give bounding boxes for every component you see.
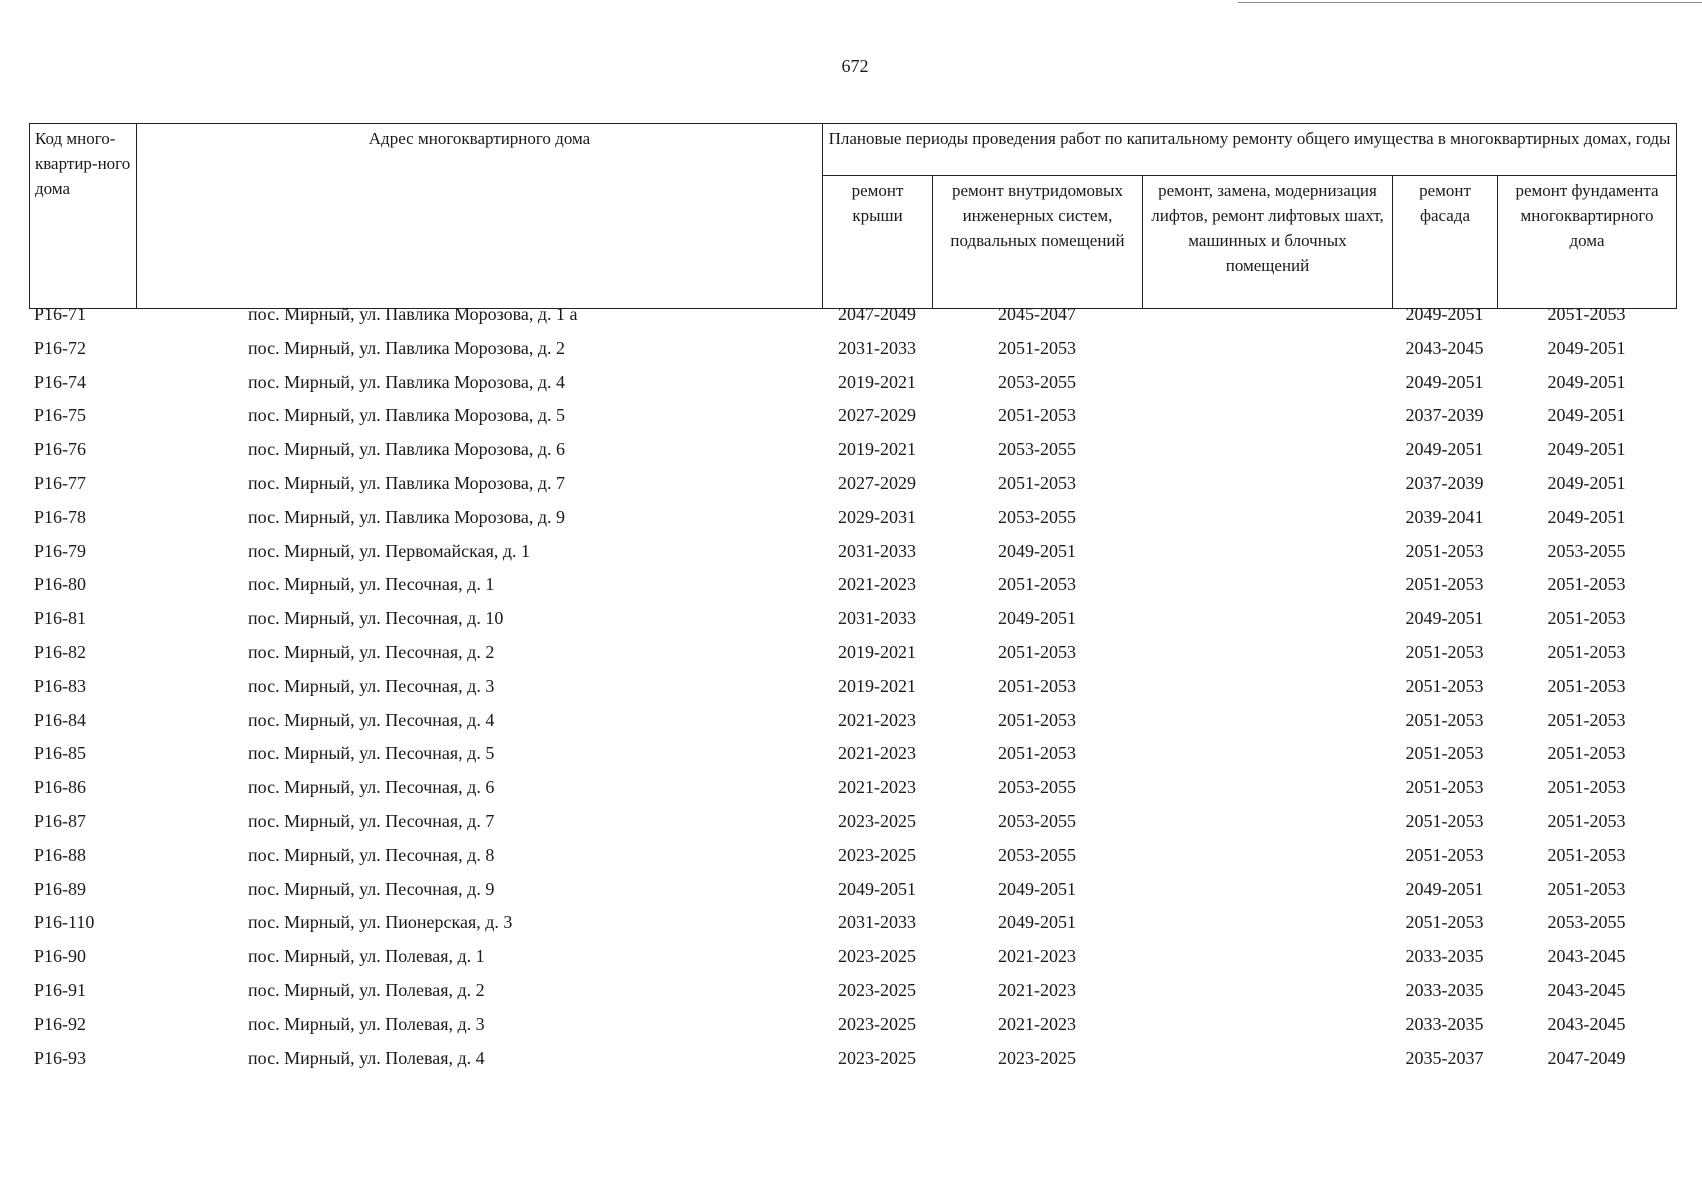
cell-engineering: 2051-2053 [998,709,1076,730]
cell-facade: 2051-2053 [1405,912,1484,933]
cell-roof: 2023-2025 [838,1047,916,1068]
cell-facade: 2033-2035 [1405,1013,1484,1034]
table-row [29,676,1676,710]
table-row [29,608,1676,642]
cell-roof: 2029-2031 [838,506,916,527]
cell-facade: 2051-2053 [1405,810,1484,831]
table-row [29,710,1676,744]
cell-address: пос. Мирный, ул. Полевая, д. 3 [248,1013,485,1034]
cell-engineering: 2053-2055 [998,371,1076,392]
cell-lifts [1142,1014,1392,1048]
cell-code: Р16-80 [34,574,87,595]
cell-roof: 2019-2021 [838,439,916,460]
cell-address: пос. Мирный, ул. Песочная, д. 4 [248,709,495,730]
table-row [29,439,1676,473]
cell-roof: 2031-2033 [838,337,916,358]
cell-lifts [1142,1048,1392,1082]
cell-engineering: 2049-2051 [998,608,1076,629]
cell-lifts [1142,405,1392,439]
cell-engineering: 2051-2053 [998,743,1076,764]
cell-lifts [1142,879,1392,913]
cell-engineering: 2051-2053 [998,337,1076,358]
cell-address: пос. Мирный, ул. Песочная, д. 3 [248,675,495,696]
cell-facade: 2051-2053 [1405,709,1484,730]
cell-lifts [1142,372,1392,406]
cell-facade: 2039-2041 [1405,506,1484,527]
cell-foundation: 2047-2049 [1547,1047,1626,1068]
cell-foundation: 2053-2055 [1547,912,1626,933]
cell-roof: 2027-2029 [838,472,916,493]
cell-code: Р16-89 [34,878,87,899]
cell-address: пос. Мирный, ул. Песочная, д. 9 [248,878,495,899]
cell-code: Р16-79 [34,540,87,561]
cell-facade: 2051-2053 [1405,675,1484,696]
cell-foundation: 2051-2053 [1547,743,1626,764]
cell-roof: 2019-2021 [838,675,916,696]
cell-lifts [1142,743,1392,777]
cell-foundation: 2043-2045 [1547,946,1626,967]
cell-code: Р16-78 [34,506,87,527]
table-header [29,123,1677,309]
cell-address: пос. Мирный, ул. Павлика Морозова, д. 2 [248,337,566,358]
cell-foundation: 2049-2051 [1547,337,1626,358]
cell-code: Р16-71 [34,304,87,324]
cell-address: пос. Мирный, ул. Песочная, д. 1 [248,574,495,595]
cell-engineering: 2021-2023 [998,946,1076,967]
cell-code: Р16-90 [34,946,87,967]
cell-foundation: 2051-2053 [1547,810,1626,831]
table-row [29,541,1676,575]
cell-roof: 2023-2025 [838,1013,916,1034]
cell-engineering: 2021-2023 [998,1013,1076,1034]
cell-roof: 2031-2033 [838,540,916,561]
table-row [29,574,1676,608]
cell-foundation: 2051-2053 [1547,641,1626,662]
cell-roof: 2019-2021 [838,641,916,662]
table-row [29,1014,1676,1048]
table-body [29,304,1676,1081]
cell-engineering: 2051-2053 [998,641,1076,662]
cell-facade: 2051-2053 [1405,641,1484,662]
cell-facade: 2049-2051 [1405,371,1484,392]
page-number: 672 [841,56,869,76]
cell-facade: 2049-2051 [1405,878,1484,899]
cell-facade: 2049-2051 [1405,439,1484,460]
cell-roof: 2031-2033 [838,608,916,629]
cell-code: Р16-77 [34,472,87,493]
cell-code: Р16-110 [34,912,95,933]
cell-lifts [1142,507,1392,541]
cell-engineering: 2051-2053 [998,675,1076,696]
cell-address: пос. Мирный, ул. Полевая, д. 4 [248,1047,485,1068]
cell-code: Р16-82 [34,641,87,662]
table-row [29,507,1676,541]
cell-facade: 2037-2039 [1405,405,1484,426]
cell-roof: 2031-2033 [838,912,916,933]
cell-roof: 2023-2025 [838,979,916,1000]
cell-roof: 2027-2029 [838,405,916,426]
cell-lifts [1142,777,1392,811]
cell-foundation: 2049-2051 [1547,472,1626,493]
cell-lifts [1142,946,1392,980]
cell-code: Р16-86 [34,777,87,798]
scan-edge-line [1238,2,1702,3]
table-row [29,1048,1676,1082]
cell-lifts [1142,845,1392,879]
cell-engineering: 2053-2055 [998,777,1076,798]
cell-foundation: 2053-2055 [1547,540,1626,561]
cell-code: Р16-93 [34,1047,87,1068]
cell-foundation: 2051-2053 [1547,304,1626,324]
cell-code: Р16-88 [34,844,87,865]
cell-engineering: 2053-2055 [998,439,1076,460]
cell-roof: 2021-2023 [838,709,916,730]
header-engineering: ремонт внутридомовых инженерных систем, подвальных помещений [933,176,1143,309]
cell-address: пос. Мирный, ул. Песочная, д. 7 [248,810,495,831]
cell-foundation: 2051-2053 [1547,574,1626,595]
cell-roof: 2021-2023 [838,743,916,764]
table-row [29,372,1676,406]
cell-address: пос. Мирный, ул. Павлика Морозова, д. 9 [248,506,566,527]
cell-foundation: 2049-2051 [1547,506,1626,527]
header-code: Код много-квартир-ного дома [30,124,137,309]
table-row [29,946,1676,980]
table-row [29,912,1676,946]
cell-lifts [1142,439,1392,473]
cell-facade: 2051-2053 [1405,743,1484,764]
cell-engineering: 2051-2053 [998,405,1076,426]
cell-code: Р16-87 [34,810,87,831]
cell-engineering: 2051-2053 [998,574,1076,595]
cell-lifts [1142,642,1392,676]
cell-address: пос. Мирный, ул. Пионерская, д. 3 [248,912,513,933]
cell-address: пос. Мирный, ул. Первомайская, д. 1 [248,540,531,561]
cell-engineering: 2049-2051 [998,912,1076,933]
cell-engineering: 2053-2055 [998,844,1076,865]
header-lifts: ремонт, замена, модернизация лифтов, ремонт лифтовых шахт, машинных и блочных помещений [1143,176,1393,309]
cell-roof: 2021-2023 [838,777,916,798]
cell-engineering: 2053-2055 [998,810,1076,831]
cell-code: Р16-91 [34,979,87,1000]
cell-code: Р16-75 [34,405,87,426]
cell-code: Р16-92 [34,1013,87,1034]
cell-engineering: 2053-2055 [998,506,1076,527]
cell-foundation: 2051-2053 [1547,777,1626,798]
cell-lifts [1142,608,1392,642]
cell-lifts [1142,710,1392,744]
cell-address: пос. Мирный, ул. Павлика Морозова, д. 6 [248,439,566,460]
cell-engineering: 2049-2051 [998,878,1076,899]
cell-address: пос. Мирный, ул. Песочная, д. 5 [248,743,495,764]
table-row [29,473,1676,507]
table-row [29,777,1676,811]
cell-facade: 2051-2053 [1405,844,1484,865]
table-row [29,642,1676,676]
cell-engineering: 2045-2047 [998,304,1076,324]
table-row [29,304,1676,338]
cell-address: пос. Мирный, ул. Павлика Морозова, д. 4 [248,371,566,392]
cell-lifts [1142,473,1392,507]
cell-foundation: 2051-2053 [1547,878,1626,899]
cell-facade: 2033-2035 [1405,946,1484,967]
cell-lifts [1142,541,1392,575]
cell-foundation: 2051-2053 [1547,608,1626,629]
cell-facade: 2051-2053 [1405,777,1484,798]
table-row [29,405,1676,439]
cell-address: пос. Мирный, ул. Павлика Морозова, д. 1 а [248,304,578,324]
table-row [29,338,1676,372]
header-periods: Плановые периоды проведения работ по капитальному ремонту общего имущества в многоквартирных домах, годы [823,124,1677,176]
cell-address: пос. Мирный, ул. Павлика Морозова, д. 7 [248,472,566,493]
cell-code: Р16-84 [34,709,87,730]
header-foundation: ремонт фундамента многоквартирного дома [1498,176,1677,309]
table-row [29,743,1676,777]
cell-lifts [1142,304,1392,338]
cell-facade: 2051-2053 [1405,574,1484,595]
cell-address: пос. Мирный, ул. Песочная, д. 6 [248,777,495,798]
cell-engineering: 2021-2023 [998,979,1076,1000]
cell-foundation: 2049-2051 [1547,371,1626,392]
header-facade: ремонт фасада [1393,176,1498,309]
header-address: Адрес многоквартирного дома [137,124,823,309]
cell-address: пос. Мирный, ул. Павлика Морозова, д. 5 [248,405,566,426]
cell-lifts [1142,912,1392,946]
cell-facade: 2049-2051 [1405,608,1484,629]
cell-code: Р16-85 [34,743,87,764]
cell-roof: 2023-2025 [838,810,916,831]
cell-foundation: 2051-2053 [1547,675,1626,696]
cell-roof: 2023-2025 [838,946,916,967]
cell-address: пос. Мирный, ул. Песочная, д. 2 [248,641,495,662]
cell-lifts [1142,676,1392,710]
cell-code: Р16-72 [34,337,87,358]
cell-address: пос. Мирный, ул. Полевая, д. 2 [248,979,485,1000]
cell-roof: 2023-2025 [838,844,916,865]
table-row [29,845,1676,879]
cell-roof: 2019-2021 [838,371,916,392]
cell-facade: 2033-2035 [1405,979,1484,1000]
cell-code: Р16-83 [34,675,87,696]
cell-address: пос. Мирный, ул. Песочная, д. 8 [248,844,495,865]
cell-engineering: 2051-2053 [998,472,1076,493]
table-row [29,980,1676,1014]
cell-lifts [1142,574,1392,608]
cell-address: пос. Мирный, ул. Песочная, д. 10 [248,608,504,629]
cell-code: Р16-76 [34,439,87,460]
cell-engineering: 2049-2051 [998,540,1076,561]
cell-foundation: 2051-2053 [1547,709,1626,730]
cell-facade: 2051-2053 [1405,540,1484,561]
cell-foundation: 2049-2051 [1547,405,1626,426]
header-roof: ремонт крыши [823,176,933,309]
cell-code: Р16-81 [34,608,87,629]
cell-foundation: 2051-2053 [1547,844,1626,865]
cell-foundation: 2043-2045 [1547,1013,1626,1034]
cell-foundation: 2043-2045 [1547,979,1626,1000]
cell-roof: 2021-2023 [838,574,916,595]
cell-lifts [1142,338,1392,372]
cell-engineering: 2023-2025 [998,1047,1076,1068]
cell-facade: 2037-2039 [1405,472,1484,493]
cell-roof: 2047-2049 [838,304,916,324]
cell-foundation: 2049-2051 [1547,439,1626,460]
table-row [29,811,1676,845]
cell-address: пос. Мирный, ул. Полевая, д. 1 [248,946,485,967]
cell-lifts [1142,811,1392,845]
cell-lifts [1142,980,1392,1014]
cell-facade: 2049-2051 [1405,304,1484,324]
cell-facade: 2043-2045 [1405,337,1484,358]
cell-roof: 2049-2051 [838,878,916,899]
table-row [29,879,1676,913]
cell-code: Р16-74 [34,371,87,392]
cell-facade: 2035-2037 [1405,1047,1484,1068]
